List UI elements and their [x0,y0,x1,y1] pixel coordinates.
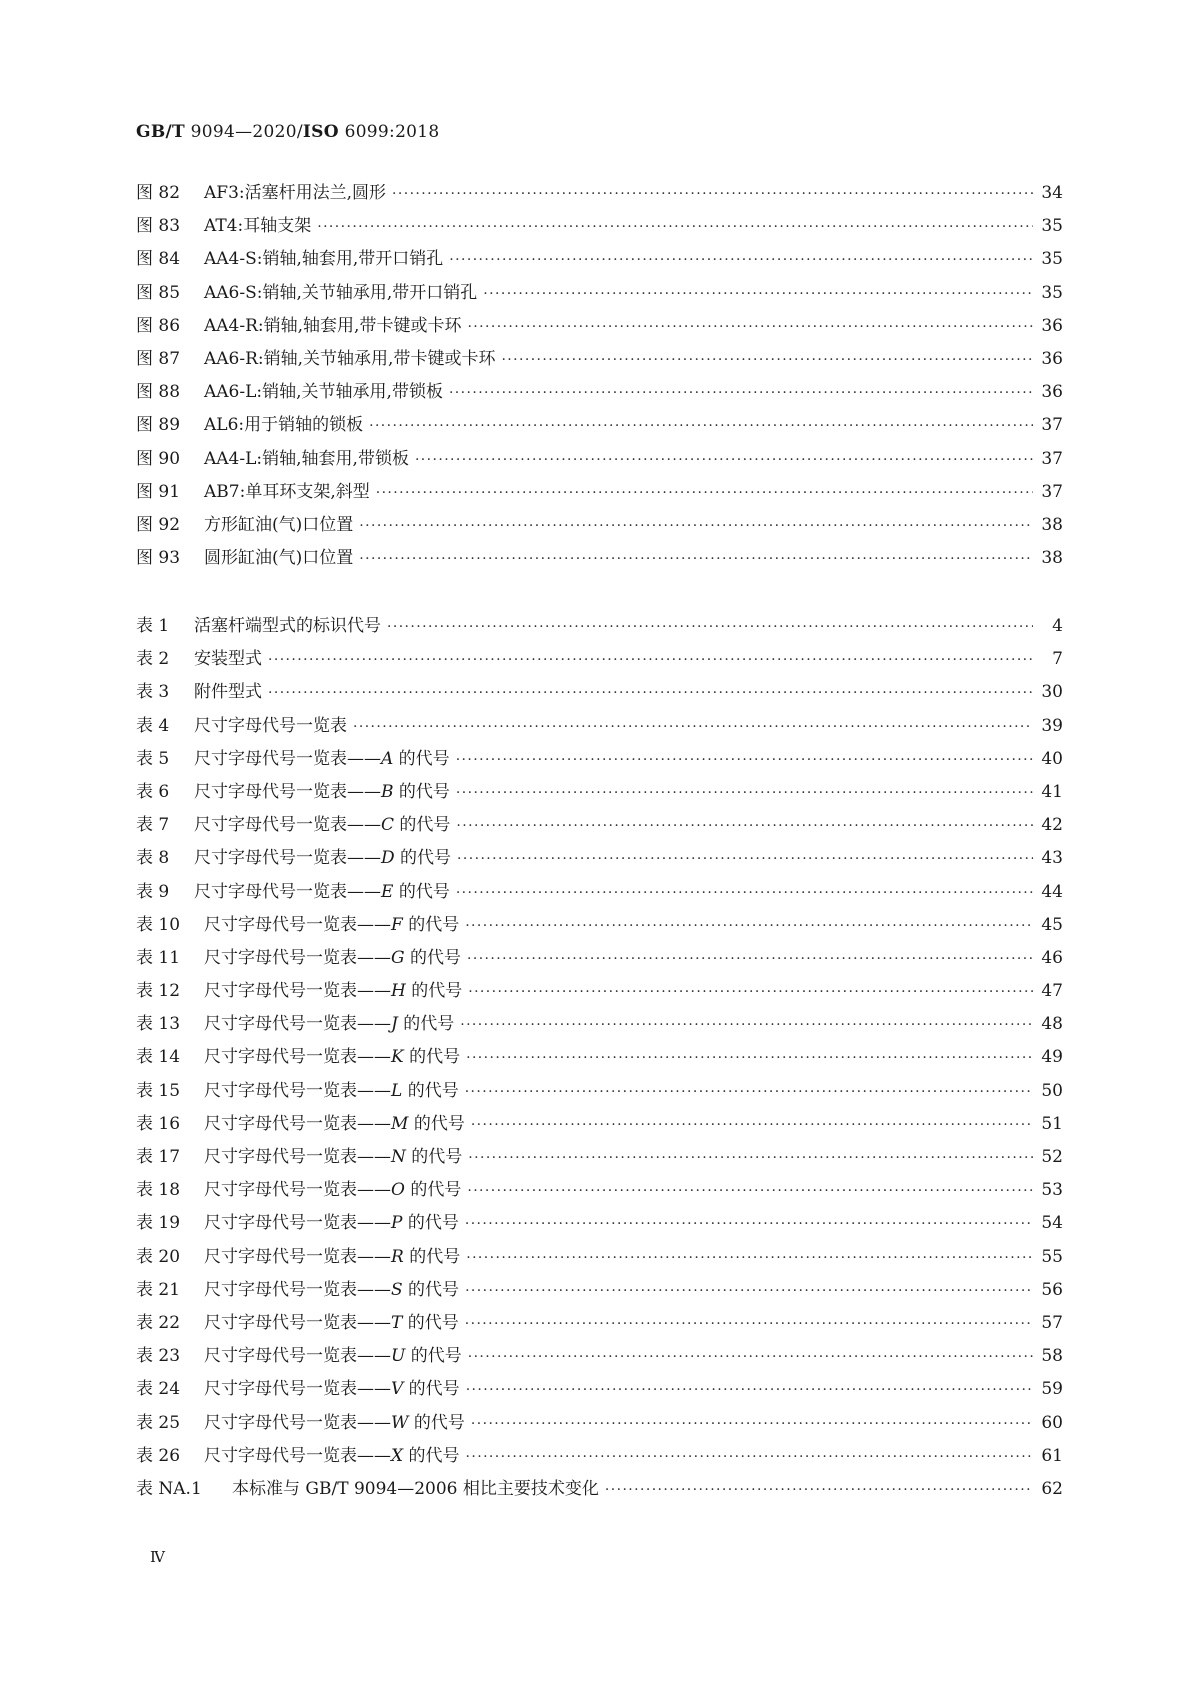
dimension-letter: X [391,1445,404,1466]
entry-title [204,1374,466,1399]
entry-title: AF3:活塞杆用法兰,圆形 [204,183,387,203]
entry-label: 表 24 [136,1379,181,1400]
entry-page: 60 [1041,1412,1063,1433]
entry-label: 图 90 [136,448,181,469]
entry-title: 附件型式 [194,682,262,703]
dot-leader [466,1250,1033,1266]
entry-page: 37 [1041,448,1063,469]
entry-page: 38 [1041,514,1063,535]
title-suffix: 的代号 [393,881,450,902]
entry-page: 51 [1041,1113,1063,1134]
entry-title: 本标准与 GB/T 9094—2006 相比主要技术变化 [232,1478,599,1499]
toc-figure-entry[interactable] [136,543,1063,576]
entry-label: 表 18 [136,1180,181,1201]
entry-title [204,1175,467,1200]
dot-leader [466,1382,1033,1398]
entry-label: 表 1 [136,616,170,636]
entry-title [204,1109,471,1134]
entry-page: 62 [1041,1478,1063,1499]
entry-page: 47 [1041,981,1063,1002]
entry-page: 4 [1052,616,1063,636]
dimension-letter: J [391,1014,398,1035]
entry-label: 表 26 [136,1445,181,1466]
title-prefix: 尺寸字母代号一览表—— [204,981,391,1002]
toc-table-entry[interactable] [136,1076,1063,1109]
entry-label: 图 88 [136,382,181,403]
dot-leader [392,186,1033,202]
entry-title: 方形缸油(气)口位置 [204,514,354,535]
dot-leader [387,619,1033,635]
table-list [136,611,1063,1507]
entry-label: 图 87 [136,348,181,369]
entry-label: 图 93 [136,548,181,569]
dot-leader [456,752,1033,768]
entry-label: 图 91 [136,481,181,502]
toc-table-entry[interactable] [136,711,1063,744]
toc-figure-entry[interactable] [136,244,1063,277]
dot-leader [460,1017,1033,1033]
entry-title [204,976,468,1001]
dot-leader [465,1084,1033,1100]
header-iso: ISO [302,122,339,142]
dot-leader [471,1117,1033,1133]
dot-leader [456,818,1033,834]
title-suffix: 的代号 [403,1246,461,1267]
title-suffix: 的代号 [403,1047,461,1068]
entry-title [204,1142,468,1167]
dot-leader [605,1482,1033,1498]
dimension-letter: U [391,1346,406,1367]
dimension-letter: T [391,1312,403,1333]
title-prefix: 尺寸字母代号一览表—— [204,1014,391,1035]
title-prefix: 尺寸字母代号一览表—— [204,914,391,935]
entry-label: 表 3 [136,682,170,703]
entry-title [204,1341,468,1366]
toc-table-entry[interactable] [136,1242,1063,1275]
title-suffix: 的代号 [402,1213,459,1234]
toc-table-entry[interactable] [136,1308,1063,1341]
entry-title [194,810,456,835]
entry-label: 表 6 [136,781,170,802]
toc-figure-entry[interactable] [136,510,1063,543]
entry-label: 图 84 [136,249,181,270]
dot-leader [456,785,1033,801]
letter-table-group [136,744,1063,1474]
toc-table-entry[interactable] [136,1175,1063,1208]
entry-label: 表 17 [136,1147,181,1167]
entry-page: 50 [1041,1080,1063,1101]
entry-page: 42 [1041,815,1063,836]
entry-page: 58 [1041,1346,1063,1367]
entry-page: 34 [1041,183,1063,203]
entry-title [194,777,456,802]
dot-leader [467,1183,1033,1199]
entry-label: 表 11 [136,947,181,968]
entry-label: 表 21 [136,1279,181,1300]
entry-page: 57 [1041,1312,1063,1333]
toc-table-entry[interactable] [136,777,1063,810]
dimension-letter: G [391,947,405,968]
entry-label: 表 2 [136,649,170,670]
dimension-letter: V [391,1379,404,1400]
dimension-letter: S [391,1279,403,1300]
entry-page: 35 [1041,282,1063,303]
title-suffix: 的代号 [404,947,461,968]
entry-title [194,843,457,868]
entry-title [204,1208,465,1233]
toc-table-entry[interactable] [136,1142,1063,1175]
title-prefix: 尺寸字母代号一览表—— [204,1412,391,1433]
toc-table-entry[interactable] [136,1441,1063,1474]
dimension-letter: A [381,748,394,769]
entry-title: AA4-S:销轴,轴套用,带开口销孔 [204,249,444,270]
entry-title: AA6-L:销轴,关节轴承用,带锁板 [204,382,443,403]
dimension-letter: W [391,1412,409,1433]
dot-leader [465,918,1033,934]
title-prefix: 尺寸字母代号一览表—— [204,1246,391,1267]
toc-figure-entry[interactable] [136,410,1063,443]
entry-label: 表 20 [136,1246,181,1267]
entry-label: 表 10 [136,914,181,935]
entry-page: 7 [1052,649,1063,670]
toc-table-entry[interactable] [136,644,1063,677]
title-suffix: 的代号 [394,848,452,869]
title-prefix: 尺寸字母代号一览表—— [194,848,381,869]
dot-leader [468,1150,1033,1166]
toc-table-entry[interactable] [136,943,1063,976]
toc-table-entry[interactable] [136,843,1063,876]
entry-title [204,1242,466,1267]
dimension-letter: K [391,1047,404,1068]
title-prefix: 尺寸字母代号一览表—— [194,815,381,836]
entry-label: 表 13 [136,1014,181,1035]
entry-label: 表 5 [136,748,170,769]
entry-label: 图 85 [136,282,181,303]
document-header [136,122,440,142]
toc-table-entry[interactable] [136,1109,1063,1142]
toc-table-entry[interactable] [136,744,1063,777]
entry-title [204,943,467,968]
dot-leader [359,551,1033,567]
title-prefix: 尺寸字母代号一览表—— [204,1080,391,1101]
dot-leader [467,319,1033,335]
toc-figure-entry[interactable] [136,178,1063,211]
entry-label: 表 14 [136,1047,181,1068]
entry-label: 图 92 [136,514,181,535]
figure-list [136,178,1063,576]
entry-label: 表 16 [136,1113,181,1134]
title-suffix: 的代号 [404,1180,462,1201]
entry-page: 36 [1041,315,1063,336]
entry-page: 37 [1041,481,1063,502]
entry-title [204,1275,465,1300]
entry-title: 尺寸字母代号一览表 [194,715,347,736]
entry-page: 54 [1041,1213,1063,1234]
dot-leader [466,1449,1033,1465]
toc-figure-entry[interactable] [136,311,1063,344]
entry-title [204,1308,465,1333]
dot-leader [317,219,1033,235]
title-prefix: 尺寸字母代号一览表—— [204,1346,391,1367]
toc-figure-entry[interactable] [136,444,1063,477]
entry-page: 48 [1041,1014,1063,1035]
entry-page: 41 [1041,781,1063,802]
toc-table-entry-na[interactable] [136,1474,1063,1507]
dot-leader [457,851,1033,867]
header-gbt: GB/T [136,122,185,142]
entry-label: 表 19 [136,1213,181,1234]
dot-leader [449,385,1033,401]
title-suffix: 的代号 [402,1080,459,1101]
entry-label: 表 25 [136,1412,181,1433]
entry-page: 44 [1041,881,1063,902]
dot-leader [353,719,1033,735]
dimension-letter: B [381,781,394,802]
entry-label: 图 86 [136,315,181,336]
toc-figure-entry[interactable] [136,211,1063,244]
header-number: 9094—2020/ [184,122,303,142]
title-suffix: 的代号 [405,1147,463,1167]
toc-figure-entry[interactable] [136,278,1063,311]
entry-title [204,1076,465,1101]
title-prefix: 尺寸字母代号一览表—— [204,1113,391,1134]
entry-title [204,1441,466,1466]
dot-leader [467,951,1033,967]
entry-page: 35 [1041,249,1063,270]
entry-label: 表 8 [136,848,170,869]
dot-leader [415,452,1033,468]
entry-title [204,1009,460,1034]
entry-title: 圆形缸油(气)口位置 [204,548,354,569]
title-suffix: 的代号 [397,1014,455,1035]
entry-page: 43 [1041,848,1063,869]
entry-label: 表 9 [136,881,170,902]
header-iso-number: 6099:2018 [338,122,440,142]
title-suffix: 的代号 [408,1412,465,1433]
entry-page: 59 [1041,1379,1063,1400]
dot-leader [483,286,1033,302]
toc-figure-entry[interactable] [136,344,1063,377]
entry-page: 35 [1041,216,1063,237]
dimension-letter: M [391,1113,409,1134]
entry-title: AT4:耳轴支架 [204,216,312,237]
title-prefix: 尺寸字母代号一览表—— [204,1312,391,1333]
dimension-letter: R [391,1246,404,1267]
dot-leader [268,652,1033,668]
toc-table-entry[interactable] [136,1208,1063,1241]
entry-label: 图 89 [136,415,181,436]
dot-leader [376,485,1033,501]
entry-title: AA4-R:销轴,轴套用,带卡键或卡环 [204,315,462,336]
entry-title [194,744,456,769]
entry-page: 39 [1041,715,1063,736]
dot-leader [359,518,1033,534]
entry-title [204,1042,466,1067]
entry-label: 图 82 [136,183,181,203]
entry-page: 49 [1041,1047,1063,1068]
toc-table-entry[interactable] [136,677,1063,710]
toc-table-entry[interactable] [136,1341,1063,1374]
entry-label: 表 23 [136,1346,181,1367]
toc-table-entry[interactable] [136,1009,1063,1042]
entry-label: 表 22 [136,1312,181,1333]
entry-page: 30 [1041,682,1063,703]
title-prefix: 尺寸字母代号一览表—— [204,1379,391,1400]
dot-leader [471,1416,1033,1432]
entry-page: 36 [1041,348,1063,369]
title-suffix: 的代号 [403,1445,460,1466]
dimension-letter: C [381,815,395,836]
dot-leader [468,1349,1033,1365]
toc-table-entry[interactable] [136,877,1063,910]
toc-table-entry[interactable] [136,976,1063,1009]
title-suffix: 的代号 [393,781,450,802]
title-prefix: 尺寸字母代号一览表—— [204,1213,391,1234]
entry-title [194,877,456,902]
entry-page: 55 [1041,1246,1063,1267]
entry-page: 53 [1041,1180,1063,1201]
dot-leader [465,1316,1033,1332]
entry-page: 38 [1041,548,1063,569]
title-prefix: 尺寸字母代号一览表—— [204,1047,391,1068]
dot-leader [465,1216,1033,1232]
entry-page: 36 [1041,382,1063,403]
title-suffix: 的代号 [402,1312,459,1333]
entry-title: AA4-L:销轴,轴套用,带锁板 [204,448,409,469]
title-suffix: 的代号 [405,1346,462,1367]
entry-page: 52 [1041,1147,1063,1167]
entry-title: AB7:单耳环支架,斜型 [204,481,370,502]
dimension-letter: D [381,848,395,869]
entry-title: 安装型式 [194,649,262,670]
entry-label: 表 12 [136,981,181,1002]
toc-table-entry[interactable] [136,1275,1063,1308]
toc-table-entry[interactable] [136,1408,1063,1441]
entry-page: 45 [1041,914,1063,935]
title-suffix: 的代号 [402,1279,460,1300]
title-suffix: 的代号 [405,981,463,1002]
entry-title: AA6-S:销轴,关节轴承用,带开口销孔 [204,282,478,303]
title-prefix: 尺寸字母代号一览表—— [204,1147,391,1167]
entry-page: 56 [1041,1279,1063,1300]
title-prefix: 尺寸字母代号一览表—— [194,881,381,902]
title-suffix: 的代号 [403,1379,460,1400]
toc-table-entry[interactable] [136,1042,1063,1075]
toc-table-entry[interactable] [136,611,1063,644]
entry-label: 表 15 [136,1080,181,1101]
dot-leader [268,685,1033,701]
dot-leader [501,352,1033,368]
entry-label: 图 83 [136,216,181,237]
title-prefix: 尺寸字母代号一览表—— [194,781,381,802]
dot-leader [466,1050,1033,1066]
toc-table-entry[interactable] [136,1374,1063,1407]
title-prefix: 尺寸字母代号一览表—— [204,947,391,968]
toc-table-entry[interactable] [136,810,1063,843]
toc-table-entry[interactable] [136,910,1063,943]
entry-page: 46 [1041,947,1063,968]
toc-figure-entry[interactable] [136,377,1063,410]
entry-title [204,910,465,935]
dimension-letter: N [391,1147,406,1167]
title-prefix: 尺寸字母代号一览表—— [204,1279,391,1300]
title-prefix: 尺寸字母代号一览表—— [204,1180,391,1201]
dot-leader [465,1283,1033,1299]
page-number: Ⅳ [150,1548,165,1566]
title-prefix: 尺寸字母代号一览表—— [194,748,381,769]
toc-figure-entry[interactable] [136,477,1063,510]
entry-title [204,1408,471,1433]
dimension-letter: P [391,1213,403,1234]
dimension-letter: F [391,914,403,935]
dimension-letter: E [381,881,394,902]
title-suffix: 的代号 [393,748,450,769]
entry-title: AA6-R:销轴,关节轴承用,带卡键或卡环 [204,348,496,369]
entry-title: 活塞杆端型式的标识代号 [194,616,381,636]
dot-leader [369,418,1033,434]
dimension-letter: L [391,1080,403,1101]
entry-label: 表 7 [136,815,170,836]
entry-label: 表 4 [136,715,170,736]
dot-leader [468,984,1033,1000]
entry-label: 表 NA.1 [136,1478,202,1499]
title-suffix: 的代号 [408,1113,465,1134]
entry-page: 40 [1041,748,1063,769]
entry-page: 37 [1041,415,1063,436]
title-prefix: 尺寸字母代号一览表—— [204,1445,391,1466]
dot-leader [449,252,1033,268]
title-suffix: 的代号 [402,914,460,935]
entry-title: AL6:用于销轴的锁板 [204,415,364,436]
dimension-letter: O [391,1180,405,1201]
dot-leader [456,885,1033,901]
dimension-letter: H [391,981,406,1002]
entry-page: 61 [1041,1445,1063,1466]
title-suffix: 的代号 [394,815,451,836]
